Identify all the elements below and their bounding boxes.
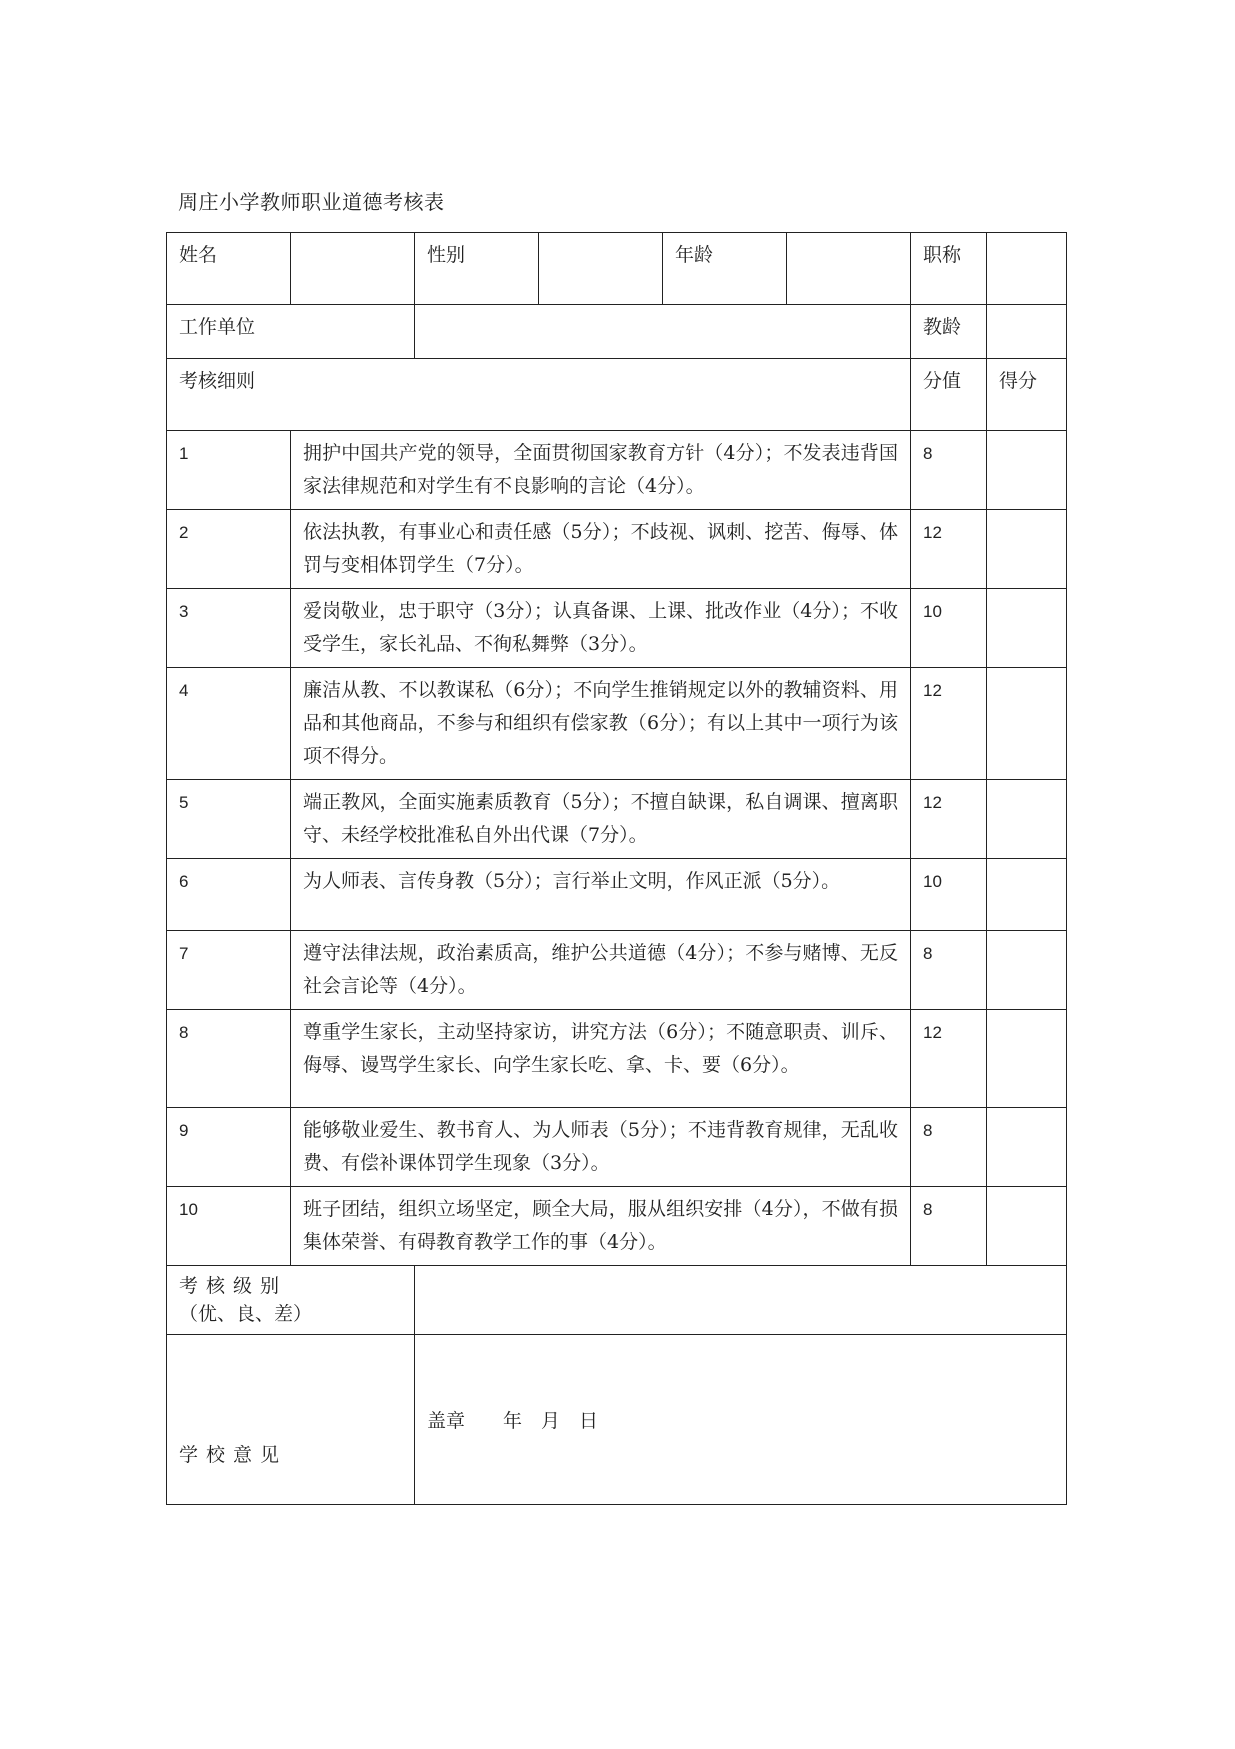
criteria-score-field[interactable] bbox=[987, 1108, 1067, 1187]
school-opinion-field[interactable] bbox=[415, 1335, 1067, 1505]
criteria-points: 8 bbox=[911, 931, 987, 1010]
unit-row bbox=[167, 305, 1067, 359]
criteria-score-field[interactable] bbox=[987, 510, 1067, 589]
criteria-number: 2 bbox=[167, 510, 291, 589]
criteria-text: 依法执教，有事业心和责任感（5分）；不歧视、讽刺、挖苦、侮辱、体罚与变相体罚学生（7分）。 bbox=[291, 510, 911, 589]
criteria-row bbox=[167, 431, 1067, 510]
criteria-points: 12 bbox=[911, 780, 987, 859]
criteria-text: 廉洁从教、不以教谋私（6分）；不向学生推销规定以外的教辅资料、用品和其他商品，不参与和组织有偿家教（6分）；有以上其中一项行为该项不得分。 bbox=[291, 668, 911, 780]
criteria-score-field[interactable] bbox=[987, 668, 1067, 780]
school-opinion-row bbox=[167, 1335, 1067, 1505]
unit-field[interactable] bbox=[415, 305, 911, 359]
criteria-points: 12 bbox=[911, 1010, 987, 1108]
criteria-number: 3 bbox=[167, 589, 291, 668]
criteria-text: 为人师表、言传身教（5分）；言行举止文明，作风正派（5分）。 bbox=[291, 859, 911, 931]
criteria-points: 12 bbox=[911, 668, 987, 780]
age-field[interactable] bbox=[787, 233, 911, 305]
teaching-years-label: 教龄 bbox=[911, 305, 987, 359]
criteria-number: 6 bbox=[167, 859, 291, 931]
criteria-points: 8 bbox=[911, 431, 987, 510]
teaching-years-field[interactable] bbox=[987, 305, 1067, 359]
job-title-field[interactable] bbox=[987, 233, 1067, 305]
school-opinion-label-cell bbox=[167, 1335, 415, 1505]
criteria-row bbox=[167, 1108, 1067, 1187]
criteria-row bbox=[167, 931, 1067, 1010]
criteria-text: 班子团结，组织立场坚定，顾全大局，服从组织安排（4分），不做有损集体荣誉、有碍教育教学工作的事（4分）。 bbox=[291, 1187, 911, 1266]
criteria-points: 10 bbox=[911, 589, 987, 668]
criteria-text: 拥护中国共产党的领导，全面贯彻国家教育方针（4分）；不发表违背国家法律规范和对学生有不良影响的言论（4分）。 bbox=[291, 431, 911, 510]
criteria-points: 10 bbox=[911, 859, 987, 931]
seal-date-line: 盖章 年 月 日 bbox=[427, 1410, 599, 1432]
criteria-number: 10 bbox=[167, 1187, 291, 1266]
level-field[interactable] bbox=[415, 1266, 1067, 1335]
name-field[interactable] bbox=[291, 233, 415, 305]
criteria-number: 8 bbox=[167, 1010, 291, 1108]
criteria-points: 8 bbox=[911, 1108, 987, 1187]
level-row bbox=[167, 1266, 1067, 1335]
unit-label: 工作单位 bbox=[167, 305, 415, 359]
criteria-text: 尊重学生家长，主动坚持家访，讲究方法（6分）；不随意职责、训斥、侮辱、谩骂学生家长、向学生家长吃、拿、卡、要（6分）。 bbox=[291, 1010, 911, 1108]
criteria-row bbox=[167, 510, 1067, 589]
criteria-number: 5 bbox=[167, 780, 291, 859]
criteria-number: 7 bbox=[167, 931, 291, 1010]
score-header: 得分 bbox=[987, 359, 1067, 431]
age-label: 年龄 bbox=[663, 233, 787, 305]
criteria-text: 爱岗敬业，忠于职守（3分）；认真备课、上课、批改作业（4分）；不收受学生，家长礼品、不徇私舞弊（3分）。 bbox=[291, 589, 911, 668]
criteria-score-field[interactable] bbox=[987, 780, 1067, 859]
page-title: 周庄小学教师职业道德考核表 bbox=[178, 190, 445, 214]
school-opinion-label: 学校意见 bbox=[179, 1444, 288, 1466]
criteria-number: 1 bbox=[167, 431, 291, 510]
level-label: 考核级别 bbox=[179, 1275, 288, 1297]
criteria-header-row bbox=[167, 359, 1067, 431]
criteria-points: 8 bbox=[911, 1187, 987, 1266]
criteria-score-field[interactable] bbox=[987, 1187, 1067, 1266]
criteria-row bbox=[167, 1187, 1067, 1266]
criteria-text: 能够敬业爱生、教书育人、为人师表（5分）；不违背教育规律，无乱收费、有偿补课体罚学生现象（3分）。 bbox=[291, 1108, 911, 1187]
gender-label: 性别 bbox=[415, 233, 539, 305]
criteria-label: 考核细则 bbox=[167, 359, 911, 431]
basic-info-row bbox=[167, 233, 1067, 305]
criteria-text: 遵守法律法规，政治素质高，维护公共道德（4分）；不参与赌博、无反社会言论等（4分）。 bbox=[291, 931, 911, 1010]
criteria-number: 9 bbox=[167, 1108, 291, 1187]
criteria-row bbox=[167, 668, 1067, 780]
criteria-points: 12 bbox=[911, 510, 987, 589]
criteria-row bbox=[167, 1010, 1067, 1108]
criteria-row bbox=[167, 859, 1067, 931]
criteria-row bbox=[167, 780, 1067, 859]
criteria-score-field[interactable] bbox=[987, 859, 1067, 931]
evaluation-table bbox=[166, 232, 1067, 1505]
job-title-label: 职称 bbox=[911, 233, 987, 305]
criteria-score-field[interactable] bbox=[987, 931, 1067, 1010]
criteria-score-field[interactable] bbox=[987, 1010, 1067, 1108]
points-header: 分值 bbox=[911, 359, 987, 431]
criteria-row bbox=[167, 589, 1067, 668]
criteria-number: 4 bbox=[167, 668, 291, 780]
name-label: 姓名 bbox=[167, 233, 291, 305]
criteria-text: 端正教风，全面实施素质教育（5分）；不擅自缺课，私自调课、擅离职守、未经学校批准私自外出代课（7分）。 bbox=[291, 780, 911, 859]
gender-field[interactable] bbox=[539, 233, 663, 305]
criteria-score-field[interactable] bbox=[987, 589, 1067, 668]
level-label-cell bbox=[167, 1266, 415, 1335]
criteria-score-field[interactable] bbox=[987, 431, 1067, 510]
level-options: （优、良、差） bbox=[179, 1303, 313, 1325]
